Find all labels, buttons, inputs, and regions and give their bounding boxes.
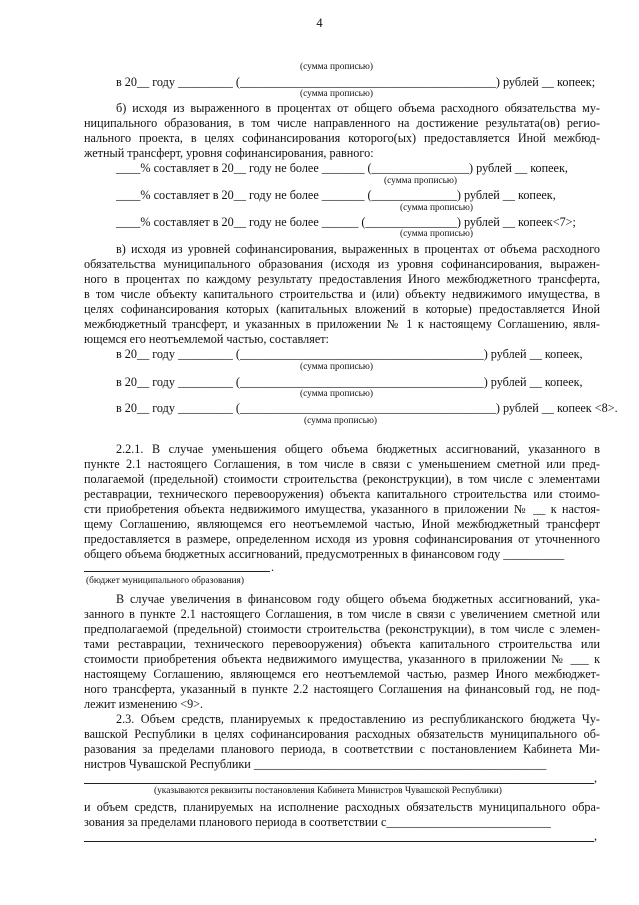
- sum-caption: (сумма прописью): [400, 229, 474, 239]
- paragraph-line: разования за пределами планового периода, в соответствии с постановлением Кабинета Ми-: [84, 742, 600, 756]
- resolution-caption: (указываются реквизиты постановления Кабинета Министров Чувашской Республики): [154, 786, 502, 796]
- blank-line: [84, 783, 594, 784]
- paragraph-line: пункте 2.1 настоящего Соглашения, в том числе в связи с уменьшением сметной или пред-: [84, 457, 600, 471]
- blank-line: [84, 571, 270, 572]
- paragraph-line: ного в процентах по каждому результату предоставления Иного межбюджетного трансферта,: [84, 272, 600, 286]
- percent-row: ____% составляет в 20__ году не более _______ (______________) рублей __ копеек,: [116, 188, 556, 202]
- year-sum-line: в 20__ году _________ (________________________________________) рублей __ копеек,: [116, 347, 583, 361]
- paragraph-line: общего объема бюджетных ассигнований, предусмотренных в финансовом году __________: [84, 547, 565, 561]
- paragraph-line: реставрации, технического перевооружения) объекта капитального строительства или стоимо-: [84, 487, 600, 501]
- percent-row: ____% составляет в 20__ году не более ______ (_______________) рублей __ копеек<7>;: [116, 215, 576, 229]
- paragraph-line: нистров Чувашской Республики ________________________________________________: [84, 757, 547, 771]
- sum-caption: (сумма прописью): [304, 416, 378, 426]
- year-sum-line: в 20__ году _________ (__________________________________________) рублей __ копеек <8>.: [116, 401, 618, 415]
- comma: ,: [594, 771, 598, 785]
- year-sum-line: в 20__ году _________ (________________________________________) рублей __ копеек,: [116, 375, 583, 389]
- paragraph-line: 2.3. Объем средств, планируемых к предоставлению из республиканского бюджета Чу-: [116, 712, 600, 726]
- percent-row: ____% составляет в 20__ году не более _______ (________________) рублей __ копеек,: [116, 161, 568, 175]
- paragraph-line: 2.2.1. В случае уменьшения общего объема бюджетных ассигнований, указанного в: [116, 442, 600, 456]
- paragraph-line: ного трансферта, указанный в пункте 2.2 настоящего Соглашения на финансовый год, не под-: [84, 682, 600, 696]
- paragraph-line: ющемся его неотъемлемой частью, составляет:: [84, 332, 329, 346]
- page-number: 4: [316, 16, 323, 30]
- sum-caption: (сумма прописью): [300, 389, 374, 399]
- paragraph-line: предоставляется в размере, определенном исходя из уровня софинансирования от уточненного: [84, 532, 600, 546]
- paragraph-line: стоимости приобретения объекта недвижимого имущества, указанного в приложении № ___ к: [84, 652, 600, 666]
- year-sum-line: в 20__ году _________ (__________________________________________) рублей __ копеек;: [116, 75, 596, 89]
- paragraph-line: ниципального образования, в том числе направленного на достижение результата(ов) регио-: [84, 116, 600, 130]
- paragraph-line: и объем средств, планируемых на исполнение расходных обязательств муниципального обра-: [84, 800, 600, 814]
- paragraph-line: в том числе объекту капитального строительства и (или) объекту недвижимого имущества, в: [84, 287, 600, 301]
- sum-caption: (сумма прописью): [384, 176, 458, 186]
- paragraph-line: обязательства муниципального образования (исходя из уровня софинансирования, выражен-: [84, 257, 600, 271]
- paragraph-line: занного в пункте 2.1 настоящего Соглашения, в том числе в связи с увеличением сметной или: [84, 607, 600, 621]
- paragraph-line: целях софинансирования которых (капитальных вложений в которые) предоставляется Иной: [84, 302, 600, 316]
- paragraph-line: нального проекта, в целях софинансирования которого(ых) предоставляется Иной межбюд-: [84, 131, 600, 145]
- paragraph-line: межбюджетный трансферт, и указанных в приложении № 1 к настоящему Соглашению, явля-: [84, 317, 600, 331]
- paragraph-line: В случае увеличения в финансовом году общего объема бюджетных ассигнований, ука-: [116, 592, 600, 606]
- paragraph-line: зования за пределами планового периода в соответствии с___________________________: [84, 815, 551, 829]
- sum-caption: (сумма прописью): [300, 89, 374, 99]
- period: .: [271, 560, 275, 574]
- paragraph-line: тами реставрации, технического перевооружения) объекта капитального строительства или: [84, 637, 600, 651]
- sum-caption: (сумма прописью): [400, 203, 474, 213]
- paragraph-line: сти приобретения объекта недвижимого имущества, указанного в приложении № __ к настоя-: [84, 502, 600, 516]
- comma: ,: [594, 829, 598, 843]
- paragraph-line: щему Соглашению, являющемся его неотъемлемой частью, Иной межбюджетный трансферт: [84, 517, 600, 531]
- paragraph-line: настоящему Соглашению, являющемся его неотъемлемой частью, размер Иного межбюджет-: [84, 667, 600, 681]
- paragraph-line: предполагаемой (предельной) стоимости строительства (реконструкции), в том числе с элемен-: [84, 622, 600, 636]
- paragraph-line: б) исходя из выраженного в процентах от общего объема расходного обязательства му-: [116, 101, 600, 115]
- budget-caption: (бюджет муниципального образования): [86, 576, 244, 586]
- paragraph-line: в) исходя из уровней софинансирования, выраженных в процентах от объема расходного: [116, 242, 600, 256]
- paragraph-line: лежит изменению <9>.: [84, 697, 204, 711]
- paragraph-line: жетный трансферт, уровня софинансирования, равного:: [84, 146, 374, 160]
- sum-caption: (сумма прописью): [300, 362, 374, 372]
- sum-caption-top: (сумма прописью): [300, 62, 374, 72]
- blank-line: [84, 841, 594, 842]
- paragraph-line: вашской Республики в целях софинансирования расходных обязательств муниципального об-: [84, 727, 600, 741]
- paragraph-line: полагаемой (предельной) стоимости строительства (реконструкции), в том числе с элементами: [84, 472, 600, 486]
